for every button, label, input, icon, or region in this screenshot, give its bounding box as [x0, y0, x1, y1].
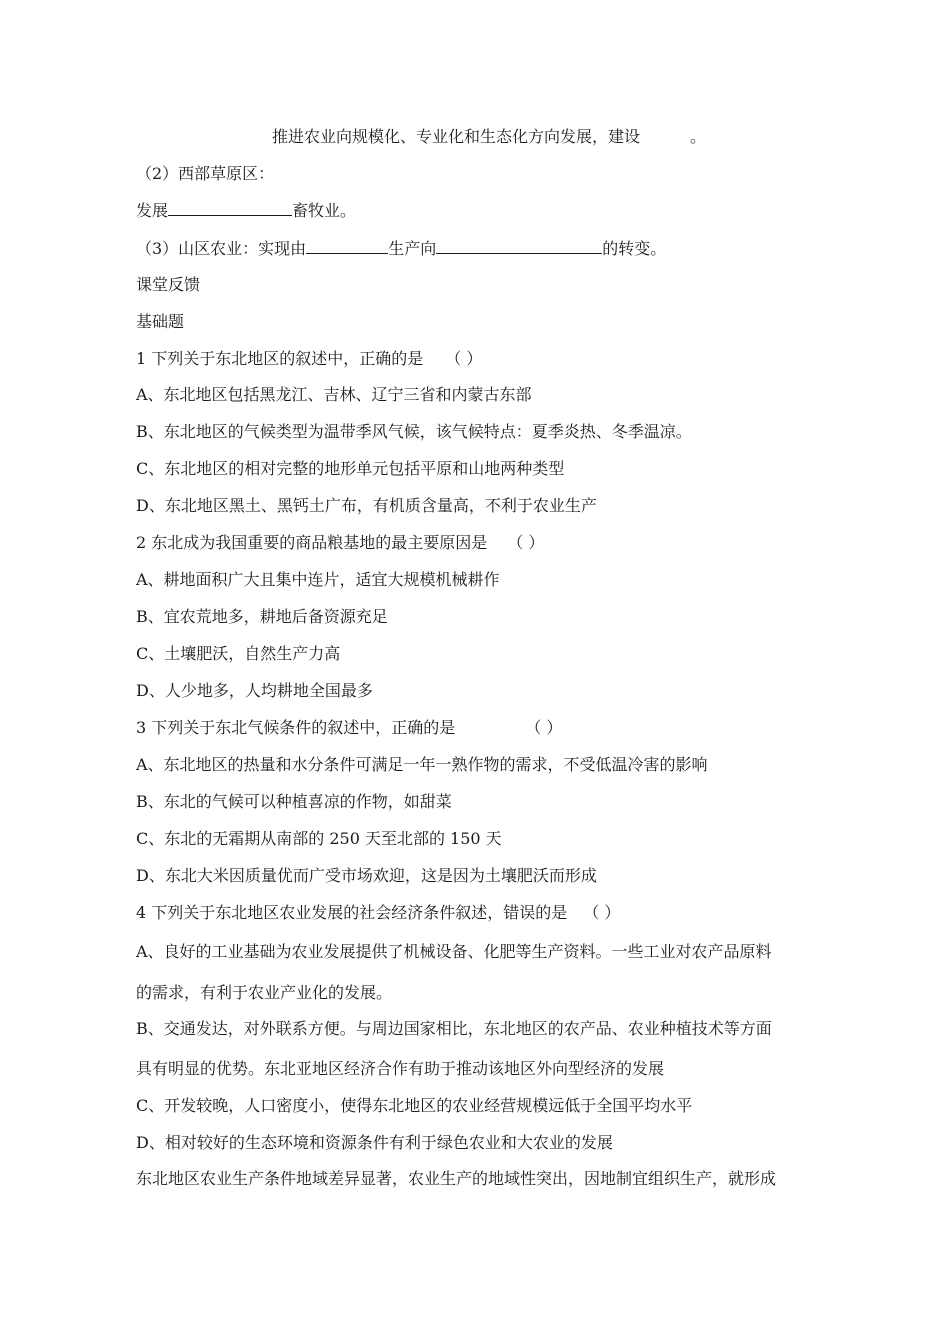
mountain-middle: 生产向: [388, 239, 437, 258]
question-1-option-c: C、东北地区的相对完整的地形单元包括平原和山地两种类型: [136, 459, 565, 478]
question-3-option-c: C、东北的无霜期从南部的 250 天至北部的 150 天: [136, 829, 502, 848]
question-4-option-a-line-1: A、良好的工业基础为农业发展提供了机械设备、化肥等生产资料。一些工业对农产品原料: [136, 942, 772, 961]
question-1-option-d: D、东北地区黑土、黑钙土广布，有机质含量高，不利于农业生产: [136, 496, 597, 515]
question-4-option-b-line-2: 具有明显的优势。东北亚地区经济合作有助于推动该地区外向型经济的发展: [136, 1059, 665, 1078]
mountain-suffix: 的转变。: [602, 239, 667, 258]
question-4-option-a-line-2: 的需求，有利于农业产业化的发展。: [136, 983, 393, 1002]
mountain-blank-2: [436, 238, 602, 254]
question-4-stem: [136, 902, 620, 924]
question-1-option-a: A、东北地区包括黑龙江、吉林、辽宁三省和内蒙古东部: [136, 385, 532, 404]
question-4-option-d: D、相对较好的生态环境和资源条件有利于绿色农业和大农业的发展: [136, 1133, 613, 1152]
question-2-stem: [136, 532, 544, 554]
question-3-paren: （ ）: [525, 718, 563, 737]
question-3-option-b: B、东北的气候可以种植喜凉的作物，如甜菜: [136, 792, 452, 811]
intro-line-1-end: 。: [690, 127, 707, 146]
closing-paragraph: 东北地区农业生产条件地域差异显著，农业生产的地域性突出，因地制宜组织生产，就形成: [136, 1169, 777, 1188]
question-3-option-a: A、东北地区的热量和水分条件可满足一年一熟作物的需求，不受低温冷害的影响: [136, 755, 708, 774]
intro-line-1: [272, 126, 706, 148]
west-suffix: 畜牧业。: [292, 201, 357, 220]
question-4-option-b-line-1: B、交通发达，对外联系方便。与周边国家相比，东北地区的农产品、农业种植技术等方面: [136, 1019, 772, 1038]
question-1-option-b: B、东北地区的气候类型为温带季风气候，该气候特点：夏季炎热、冬季温凉。: [136, 422, 692, 441]
west-prefix: 发展: [136, 201, 169, 220]
question-4-paren: （ ）: [583, 903, 621, 922]
question-2-option-c: C、土壤肥沃，自然生产力高: [136, 644, 341, 663]
question-2-paren: （ ）: [507, 533, 545, 552]
question-3-text: 3 下列关于东北气候条件的叙述中，正确的是: [136, 718, 456, 737]
question-1-text: 1 下列关于东北地区的叙述中，正确的是: [136, 349, 424, 368]
west-line: [136, 200, 356, 222]
mountain-line: [136, 238, 666, 260]
question-4-text: 4 下列关于东北地区农业发展的社会经济条件叙述，错误的是: [136, 903, 568, 922]
section-basic: 基础题: [136, 312, 185, 331]
mountain-prefix: （3）山区农业：实现由: [136, 239, 307, 258]
question-3-stem: [136, 717, 562, 739]
mountain-blank-1: [306, 238, 388, 254]
question-2-text: 2 东北成为我国重要的商品粮基地的最主要原因是: [136, 533, 488, 552]
question-2-option-a: A、耕地面积广大且集中连片，适宜大规模机械耕作: [136, 570, 500, 589]
west-blank: [168, 200, 292, 216]
question-1-paren: （ ）: [445, 349, 483, 368]
question-3-option-d: D、东北大米因质量优而广受市场欢迎，这是因为土壤肥沃而形成: [136, 866, 597, 885]
section-feedback: 课堂反馈: [136, 275, 201, 294]
question-1-stem: [136, 348, 482, 370]
question-4-option-c: C、开发较晚，人口密度小，使得东北地区的农业经营规模远低于全国平均水平: [136, 1096, 693, 1115]
west-heading: （2）西部草原区：: [136, 164, 275, 183]
question-2-option-d: D、人少地多，人均耕地全国最多: [136, 681, 373, 700]
question-2-option-b: B、宜农荒地多，耕地后备资源充足: [136, 607, 388, 626]
intro-line-1-text: 推进农业向规模化、专业化和生态化方向发展，建设: [272, 127, 641, 146]
